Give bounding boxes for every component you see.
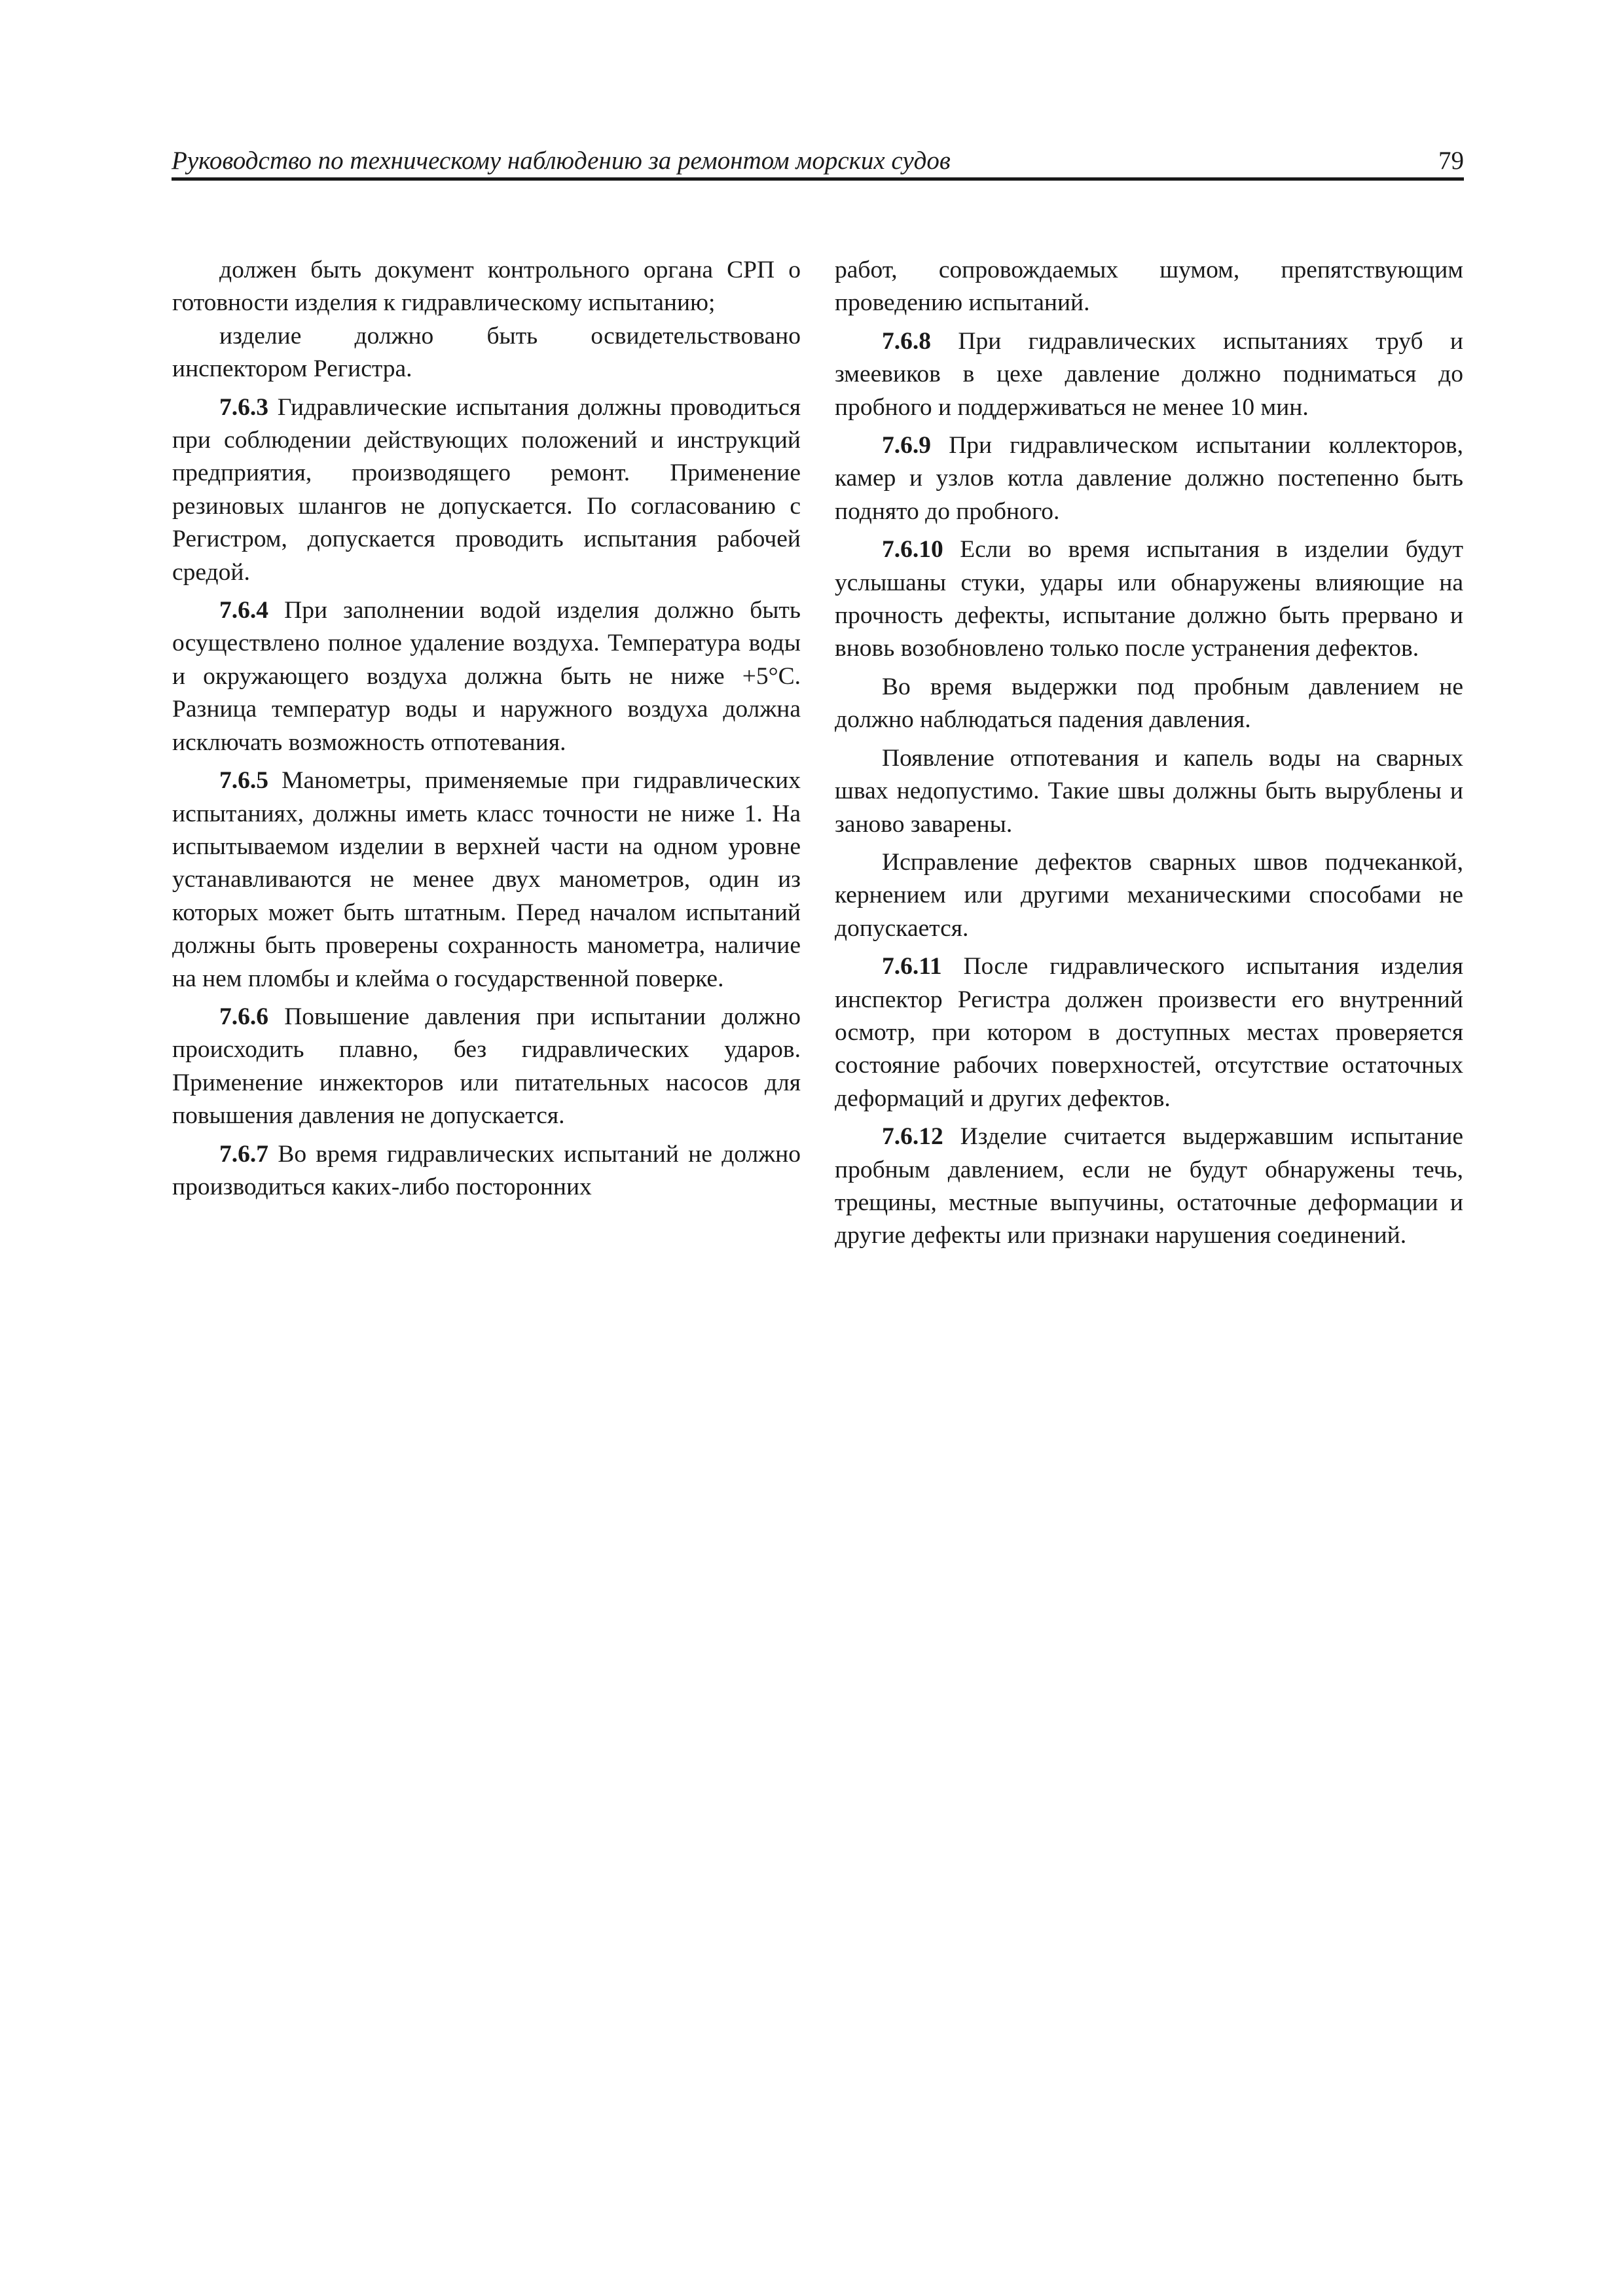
paragraph (835, 533, 1463, 666)
paragraph (835, 950, 1463, 1115)
paragraph (835, 742, 1463, 841)
paragraph-text: Во время гидравлических испытаний не должно производиться каких-либо посторонних (172, 1140, 801, 1200)
paragraph-text: Гидравлические испытания должны проводиться при соблюдении действующих положений и инструкций предприятия, производящего ремонт. Применение резиновых шлангов не допускается. По согласованию с Регистром, допускается проводить испытания рабочей средой. (172, 393, 801, 586)
paragraph (172, 254, 801, 320)
paragraph (835, 325, 1463, 424)
right-column (835, 254, 1463, 1258)
paragraph-text: При заполнении водой изделия должно быть осуществлено полное удаление воздуха. Температура воды и окружающего воздуха должна быть не ниже +5°С. Разница температур воды и наружного воздуха должна исключать возможность отпотевания. (172, 597, 801, 756)
paragraph (172, 320, 801, 386)
paragraph-text: работ, сопровождаемых шумом, препятствующим проведению испытаний. (835, 257, 1463, 317)
paragraph (172, 391, 801, 589)
paragraph (835, 254, 1463, 320)
left-column (172, 254, 801, 1209)
running-header (172, 143, 1464, 179)
paragraph-text: Если во время испытания в изделии будут услышаны стуки, удары или обнаружены влияющие на прочность дефекты, испытание должно быть прервано и вновь возобновлено только после устранения дефектов. (835, 536, 1463, 662)
paragraph-text: После гидравлического испытания изделия инспектор Регистра должен произвести его внутренний осмотр, при котором в доступных местах проверяется состояние рабочих поверхностей, отсутствие остаточных деформаций и других дефектов. (835, 953, 1464, 1112)
paragraph (835, 1121, 1463, 1253)
paragraph (172, 1001, 801, 1133)
paragraph-text: Изделие считается выдержавшим испытание пробным давлением, если не будут обнаружены течь, трещины, местные выпучины, остаточные деформации и другие дефекты или признаки нарушения соединений. (835, 1123, 1463, 1249)
section-number: 7.6.10 (882, 536, 943, 564)
paragraph (835, 671, 1463, 737)
paragraph-text: При гидравлическом испытании коллекторов, камер и узлов котла давление должно постепенно быть поднято до пробного. (835, 432, 1463, 525)
paragraph-text: Манометры, применяемые при гидравлических испытаниях, должны иметь класс точности не ниже 1. На испытываемом изделии в верхней части на одном уровне устанавливаются не менее двух манометров, один из которых может быть штатным. Перед началом испытаний должны быть проверены сохранность манометра, наличие на нем пломбы и клейма о государственной поверке. (172, 767, 801, 992)
paragraph (835, 846, 1463, 945)
section-number: 7.6.8 (882, 327, 931, 355)
paragraph-text: Исправление дефектов сварных швов подчеканкой, кернением или другими механическими способами не допускается. (835, 848, 1463, 942)
paragraph-text: Появление отпотевания и капель воды на сварных швах недопустимо. Такие швы должны быть вырублены и заново заварены. (835, 744, 1463, 838)
page-number: 79 (1438, 147, 1464, 175)
paragraph (172, 594, 801, 759)
section-number: 7.6.9 (882, 432, 931, 459)
header-title: Руководство по техническому наблюдению за ремонтом морских судов (172, 147, 951, 175)
section-number: 7.6.7 (219, 1140, 268, 1168)
paragraph (172, 1138, 801, 1204)
paragraph-text: должен быть документ контрольного органа СРП о готовности изделия к гидравлическому испытанию; (172, 257, 801, 317)
section-number: 7.6.6 (219, 1003, 268, 1030)
paragraph-text: Во время выдержки под пробным давлением не должно наблюдаться падения давления. (835, 673, 1463, 734)
paragraph (172, 764, 801, 996)
paragraph-text: изделие должно быть освидетельствовано инспектором Регистра. (172, 322, 801, 383)
section-number: 7.6.5 (219, 767, 268, 795)
section-number: 7.6.11 (882, 953, 942, 980)
paragraph-text: Повышение давления при испытании должно происходить плавно, без гидравлических ударов. Применение инжекторов или питательных насосов для повышения давления не допускается. (172, 1003, 801, 1130)
section-number: 7.6.4 (219, 597, 268, 624)
paragraph-text: При гидравлических испытаниях труб и змеевиков в цехе давление должно подниматься до пробного и поддерживаться не менее 10 мин. (835, 327, 1463, 421)
section-number: 7.6.3 (219, 393, 268, 421)
section-number: 7.6.12 (882, 1123, 943, 1151)
header-rule (172, 177, 1464, 181)
paragraph (835, 429, 1463, 528)
